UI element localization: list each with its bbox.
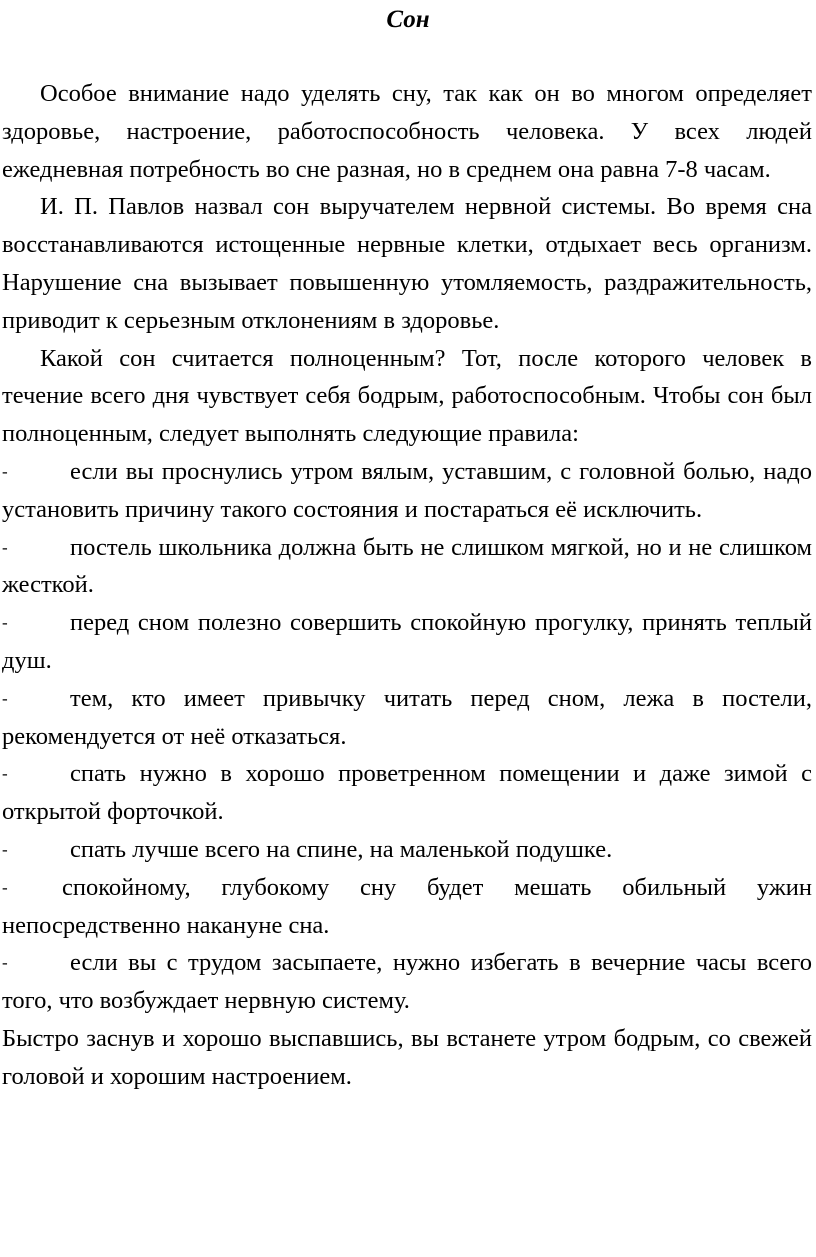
- document-body: [2, 75, 812, 1096]
- list-item-text: если вы с трудом засыпаете, нужно избегать в вечерние часы всего того, что возбуждает нервную систему.: [2, 949, 812, 1015]
- list-marker: -: [2, 688, 8, 708]
- list-item-text: спать нужно в хорошо проветренном помещении и даже зимой с открытой форточкой.: [2, 760, 812, 826]
- list-marker: -: [2, 953, 8, 973]
- list-marker: -: [2, 877, 8, 897]
- list-item: [2, 755, 812, 831]
- page-title: Сон: [386, 6, 430, 33]
- list-item-text: тем, кто имеет привычку читать перед сном, лежа в постели, рекомендуется от неё отказаться.: [2, 684, 812, 750]
- list-marker: -: [2, 461, 8, 481]
- list-item-text: если вы проснулись утром вялым, уставшим, с головной болью, надо установить причину такого состояния и постараться её исключить.: [2, 457, 812, 523]
- list-item-text: спокойному, глубокому сну будет мешать обильный ужин непосредственно накануне сна.: [2, 873, 812, 939]
- list-item-text: постель школьника должна быть не слишком мягкой, но и не слишком жесткой.: [2, 533, 812, 599]
- list-item: [2, 680, 812, 756]
- paragraph: Особое внимание надо уделять сну, так как он во многом определяет здоровье, настроение, работоспособность человека. У всех людей ежедневная потребность во сне разная, но в среднем она равна 7-8 часам.: [2, 80, 812, 183]
- closing-paragraph: Быстро заснув и хорошо выспавшись, вы встанете утром бодрым, со свежей головой и хорошим настроением.: [2, 1024, 812, 1090]
- paragraph: И. П. Павлов назвал сон выручателем нервной системы. Во время сна восстанавливаются истощенные нервные клетки, отдыхает весь организм. Нарушение сна вызывает повышенную утомляемость, раздражительность, приводит к серьезным отклонениям в здоровье.: [2, 193, 812, 334]
- list-marker: -: [2, 839, 8, 859]
- list-item: [2, 944, 812, 1020]
- list-item: [2, 869, 812, 945]
- list-item-text: спать лучше всего на спине, на маленькой подушке.: [70, 835, 613, 863]
- list-marker: -: [2, 764, 8, 784]
- list-item: [2, 604, 812, 680]
- list-item: [2, 529, 812, 605]
- paragraph: Какой сон считается полноценным? Тот, после которого человек в течение всего дня чувствует себя бодрым, работоспособным. Чтобы сон был полноценным, следует выполнять следующие правила:: [2, 344, 812, 448]
- list-marker: -: [2, 613, 8, 633]
- list-item: [2, 453, 812, 529]
- list-marker: -: [2, 537, 8, 557]
- list-item-text: перед сном полезно совершить спокойную прогулку, принять теплый душ.: [2, 609, 812, 674]
- list-item: [2, 831, 812, 869]
